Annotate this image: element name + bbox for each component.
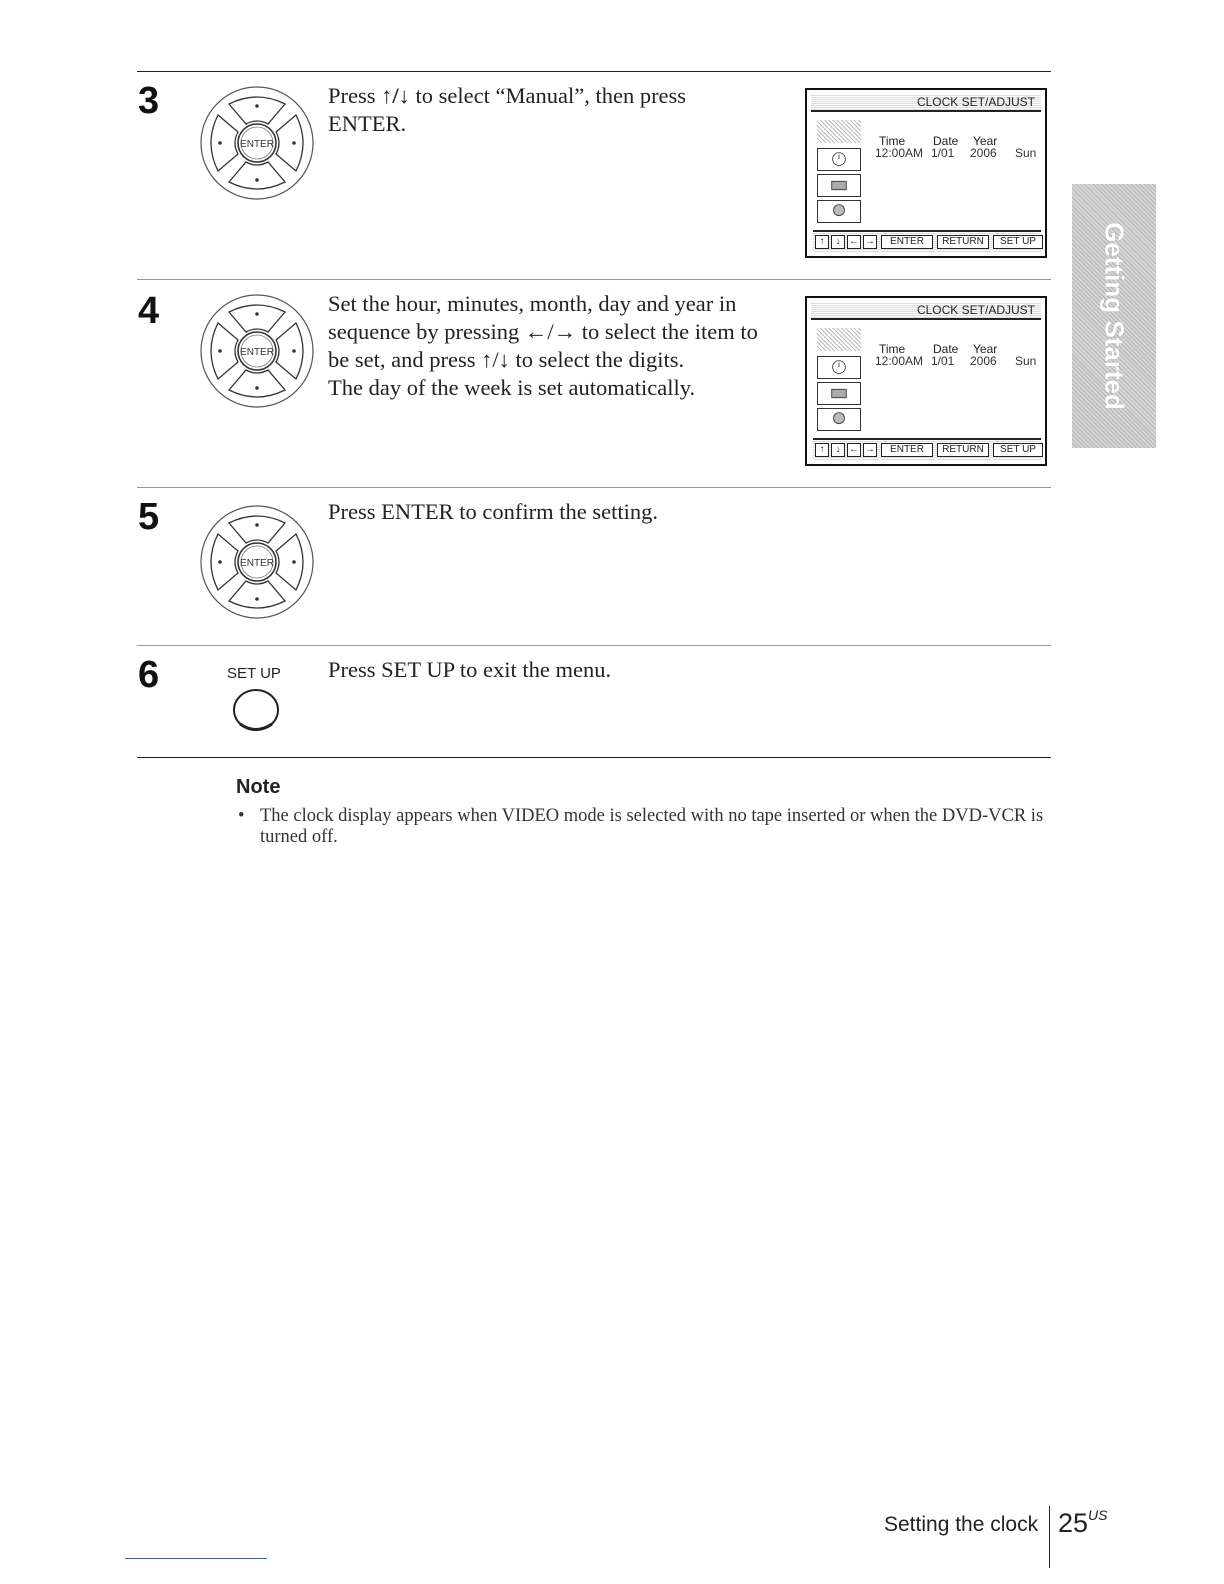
directional-pad-icon	[198, 292, 316, 410]
step-3-text: Press ↑/↓ to select “Manual”, then press ENTER.	[328, 83, 687, 136]
step-3-number: 3	[138, 80, 160, 122]
osd-left-key-icon: ←	[849, 236, 859, 247]
rule-step4	[137, 279, 1051, 280]
osd-value-year: 2006	[970, 354, 997, 368]
osd-video-icon	[817, 382, 861, 405]
side-tab-label: Getting Started	[1099, 222, 1130, 410]
osd-key-enter: ENTER	[881, 443, 933, 457]
osd-label-year: Year	[973, 134, 998, 148]
osd-key-enter: ENTER	[881, 235, 933, 249]
rule-step6	[137, 645, 1051, 646]
enter-pad-step4	[198, 292, 316, 410]
rule-step5	[137, 487, 1051, 488]
osd-down-key-icon: ↓	[831, 235, 845, 249]
osd-down-key-icon: ↓	[831, 443, 845, 457]
osd-key-setup: SET UP	[993, 235, 1043, 249]
footer-divider	[1049, 1506, 1050, 1568]
osd-up-key-icon: ↑	[815, 443, 829, 457]
corner-mark	[125, 1558, 267, 1559]
clock-osd-step4	[805, 296, 1047, 466]
directional-pad-icon	[198, 503, 316, 621]
osd-key-bar	[813, 438, 1041, 460]
osd-value-time: 12:00AM	[875, 146, 924, 160]
osd-key-setup: SET UP	[993, 443, 1043, 457]
pad-enter-label: ENTER	[240, 347, 274, 358]
note-item: • The clock display appears when VIDEO mode is selected with no tape inserted or when the DVD-VCR is turned off.	[238, 806, 1044, 847]
osd-value-year: 2006	[970, 146, 997, 160]
pad-enter-label: ENTER	[240, 558, 274, 569]
osd-right-key-icon: →	[865, 444, 875, 455]
osd-video-icon	[817, 174, 861, 197]
osd-clock-icon	[817, 356, 861, 379]
footer-section-title: Setting the clock	[884, 1513, 1039, 1536]
osd-setup-icon	[817, 408, 861, 431]
setup-button-icon	[230, 687, 282, 735]
osd-label-year: Year	[973, 342, 998, 356]
osd-menu-icon-1	[817, 328, 861, 351]
side-tab-getting-started	[1072, 184, 1156, 448]
rule-bottom	[137, 757, 1051, 758]
step-4-number: 4	[138, 290, 160, 332]
step-5-text: Press ENTER to confirm the setting.	[328, 499, 658, 524]
step-4-text: Set the hour, minutes, month, day and year in sequence by pressing ←/→ to select the item to be set, and press ↑/↓ to select the digits. The day of the week is set automatically.	[328, 291, 758, 400]
osd-label-date: Date	[933, 134, 959, 148]
osd-label-time: Time	[879, 342, 906, 356]
osd-left-key-icon: ←	[849, 444, 859, 455]
osd-menu-icon-1	[817, 120, 861, 143]
osd-value-day: Sun	[1015, 146, 1037, 160]
osd-label-time: Time	[879, 134, 906, 148]
osd-value-day: Sun	[1015, 354, 1037, 368]
page-number: $25^{US}$	[1058, 1507, 1108, 1538]
osd-value-date: 1/01	[931, 354, 955, 368]
clock-osd-step3	[805, 88, 1047, 258]
pad-enter-label: ENTER	[240, 139, 274, 150]
enter-pad-step3	[198, 84, 316, 202]
note-title: Note	[236, 776, 281, 798]
rule-top	[137, 71, 1051, 72]
osd-value-date: 1/01	[931, 146, 955, 160]
osd-title: CLOCK SET/ADJUST	[811, 302, 1041, 320]
osd-clock-icon	[817, 148, 861, 171]
step-5-number: 5	[138, 496, 160, 538]
step-6-text: Press SET UP to exit the menu.	[328, 657, 612, 682]
osd-key-bar	[813, 230, 1041, 252]
osd-title: CLOCK SET/ADJUST	[811, 94, 1041, 112]
enter-pad-step5	[198, 503, 316, 621]
updown-arrows-icon: ↑/↓	[381, 83, 410, 108]
osd-right-key-icon: →	[865, 236, 875, 247]
osd-setup-icon	[817, 200, 861, 223]
osd-label-date: Date	[933, 342, 959, 356]
osd-key-return: RETURN	[937, 443, 989, 457]
directional-pad-icon	[198, 84, 316, 202]
osd-up-key-icon: ↑	[815, 235, 829, 249]
step-6-number: 6	[138, 654, 160, 696]
bullet-icon: •	[238, 806, 245, 826]
setup-button-label: SET UP	[227, 665, 281, 682]
osd-key-return: RETURN	[937, 235, 989, 249]
osd-value-time: 12:00AM	[875, 354, 924, 368]
